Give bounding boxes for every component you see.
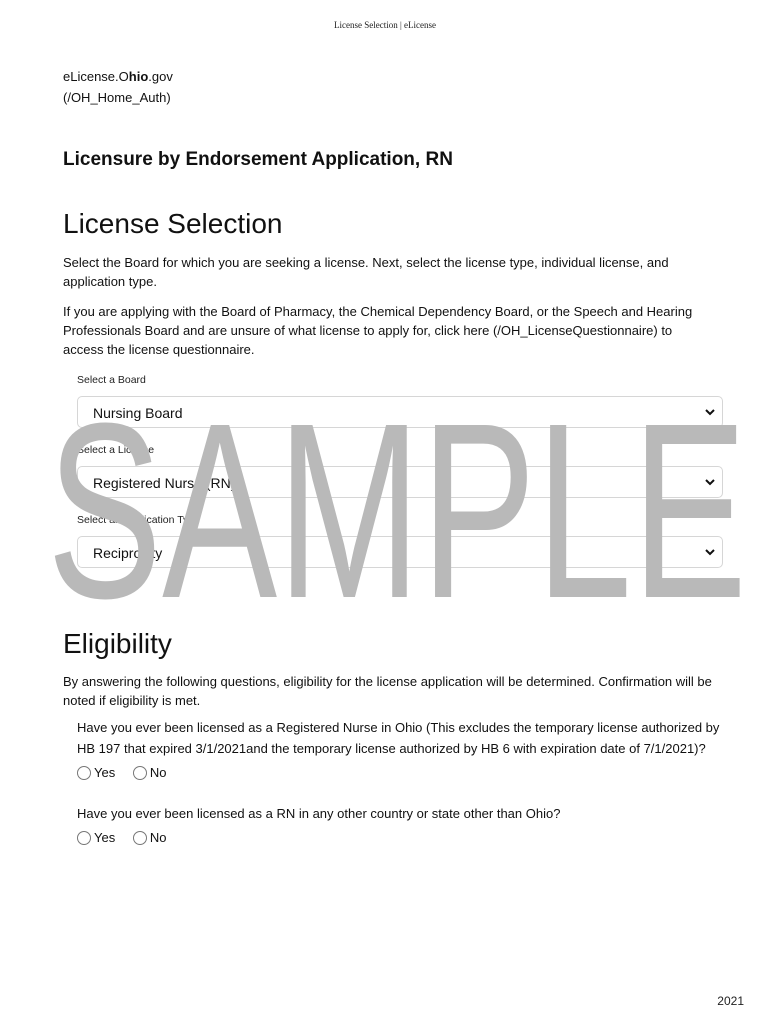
board-select-value: Nursing Board — [93, 405, 183, 421]
svg-text:SAMPLE: SAMPLE — [47, 405, 747, 615]
license-select-label: Select a License — [77, 444, 155, 456]
chevron-down-icon — [704, 475, 716, 489]
eligibility-heading: Eligibility — [63, 628, 172, 659]
license-questionnaire-note: If you are applying with the Board of Pharmacy, the Chemical Dependency Board, or the Speech and Hearing Professionals Board and are unsure of what license to apply for, click here (/OH_LicenseQuestionnaire) to access the license questionnaire. — [63, 304, 693, 357]
license-select[interactable] — [77, 466, 723, 498]
question-2-yes-option[interactable]: Yes — [77, 830, 115, 845]
board-select[interactable] — [77, 396, 723, 428]
license-selection-heading: License Selection — [63, 208, 283, 239]
site-name: eLicense.Ohio.gov — [63, 69, 173, 84]
print-page-header: License Selection | eLicense — [333, 20, 436, 30]
sample-watermark — [47, 405, 747, 615]
radio-button[interactable] — [77, 831, 91, 845]
question-1-yes-option[interactable]: Yes — [77, 765, 115, 780]
license-selection-intro: Select the Board for which you are seeking a license. Next, select the license type, individual license, and application type. — [63, 255, 669, 289]
license-select-value: Registered Nurse (RN) — [93, 475, 236, 491]
eligibility-question-1-options — [77, 765, 180, 785]
radio-button[interactable] — [133, 766, 147, 780]
radio-button[interactable] — [77, 766, 91, 780]
site-home-path: (/OH_Home_Auth) — [63, 90, 171, 105]
eligibility-question-2: Have you ever been licensed as a RN in any other country or state other than Ohio? — [77, 806, 561, 821]
radio-button[interactable] — [133, 831, 147, 845]
application-type-select-value: Reciprocity — [93, 545, 163, 561]
eligibility-question-1: Have you ever been licensed as a Registered Nurse in Ohio (This excludes the temporary license authorized by HB 197 that expired 3/1/2021and the temporary license authorized by HB 6 with expiration date of 7/1/2021)? — [77, 720, 720, 756]
application-type-select-label: Select an Application Type — [77, 514, 200, 526]
site-home-link[interactable] — [63, 66, 173, 108]
board-select-label: Select a Board — [77, 374, 146, 386]
eligibility-question-2-options — [77, 830, 180, 850]
chevron-down-icon — [704, 405, 716, 419]
question-2-no-option[interactable]: No — [133, 830, 167, 845]
footer-year: 2021 — [717, 994, 744, 1008]
question-1-no-option[interactable]: No — [133, 765, 167, 780]
eligibility-intro: By answering the following questions, eligibility for the license application will be determined. Confirmation will be noted if eligibility is met. — [63, 674, 712, 708]
application-type-select[interactable] — [77, 536, 723, 568]
chevron-down-icon — [704, 545, 716, 559]
application-title: Licensure by Endorsement Application, RN — [63, 149, 453, 170]
